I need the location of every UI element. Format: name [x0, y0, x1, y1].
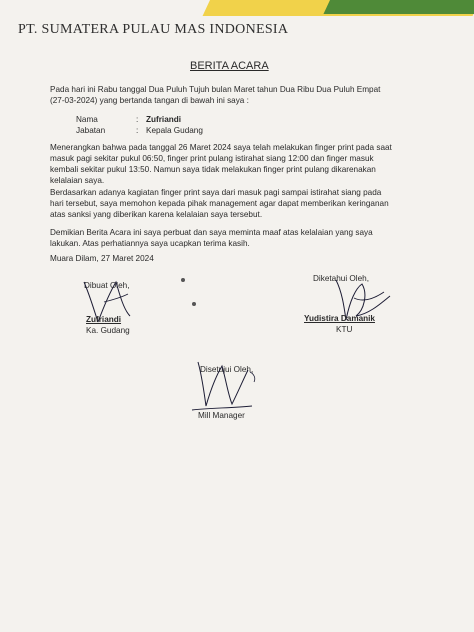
- para2-line-3: atas sanksi yang diberikan karena kelalaian saya tersebut.: [50, 210, 263, 219]
- para2-line-2: hari tersebut, saya memohon kepada pihak management agar dapat memberikan keringanan: [50, 199, 389, 208]
- para1-line-4: kelalaian saya.: [50, 176, 105, 185]
- document-title: BERITA ACARA: [190, 60, 269, 72]
- header-green-band: [323, 0, 474, 14]
- company-name: PT. SUMATERA PULAU MAS INDONESIA: [18, 22, 289, 37]
- para1-line-2: masuk pagi sekitar pukul 06:50, finger print pulang istirahat siang 12:00 dan finger masuk: [50, 154, 374, 163]
- field-sep-position: :: [136, 126, 139, 135]
- para1-line-1: Menerangkan bahwa pada tanggal 26 Maret 2024 saya telah melakukan finger print pada saat: [50, 143, 392, 152]
- para3-line-2: lakukan. Atas perhatiannya saya ucapkan terima kasih.: [50, 239, 250, 248]
- right-sign-caption: Diketahui Oleh,: [313, 274, 369, 283]
- field-label-position: Jabatan: [76, 126, 106, 135]
- scan-speck: [181, 278, 185, 282]
- right-sign-name: Yudistira Damanik: [304, 314, 375, 323]
- scan-speck: [192, 302, 196, 306]
- place-date: Muara Dilam, 27 Maret 2024: [50, 254, 154, 263]
- field-value-position: Kepala Gudang: [146, 126, 203, 135]
- bottom-signature-icon: [186, 356, 266, 412]
- intro-line-2: (27-03-2024) yang bertanda tangan di bawah ini saya :: [50, 96, 249, 105]
- left-sign-name: Zufriandi: [86, 315, 122, 324]
- bottom-sign-caption: Disetujui Oleh,: [200, 365, 254, 374]
- left-sign-role: Ka. Gudang: [86, 326, 130, 335]
- para3-line-1: Demikian Berita Acara ini saya perbuat dan saya meminta maaf atas kelalaian yang saya: [50, 228, 373, 237]
- field-label-name: Nama: [76, 115, 98, 124]
- field-value-name: Zufriandi: [146, 115, 182, 124]
- right-sign-role: KTU: [336, 325, 353, 334]
- para1-line-3: kembali sekitar pukul 13:50. Namun saya tidak melakukan finger print pulang dikarenakan: [50, 165, 376, 174]
- intro-line-1: Pada hari ini Rabu tanggal Dua Puluh Tujuh bulan Maret tahun Dua Ribu Dua Puluh Empat: [50, 85, 381, 94]
- para2-line-1: Berdasarkan adanya kagiatan finger print saya dari masuk pagi sampai istirahat siang pada: [50, 188, 382, 197]
- field-sep-name: :: [136, 115, 139, 124]
- bottom-sign-role: Mill Manager: [198, 411, 245, 420]
- left-sign-caption: Dibuat Oleh,: [84, 281, 130, 290]
